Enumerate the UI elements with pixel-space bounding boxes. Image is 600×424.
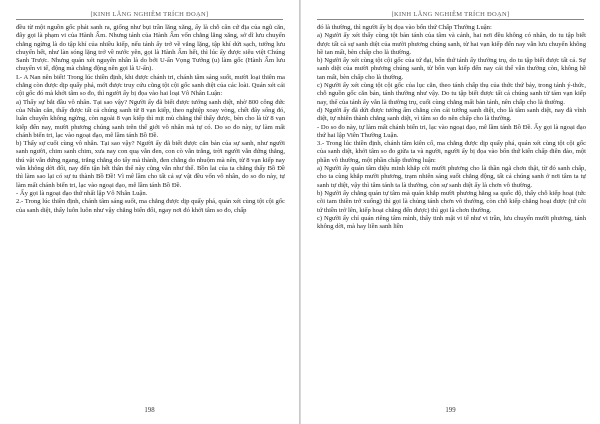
paragraph: 3.- Trong lúc thiền định, chánh tâm kiên cố, ma chẳng được dịp quấy phá, quán xét cùng tột cội gốc của sanh diệt, khởi tâm so đo giữa ta và người, người ấy bị đọa vào bốn thứ kiến chấp điên đảo, một phần vô thường, một phần chấp thường luận: [317, 140, 586, 164]
paragraph: I.- A Nan nên biết! Trong lúc thiền định, khi được chánh tri, chánh tâm sáng suốt, mười loại thiên ma chẳng còn được dịp quấy phá, mới được truy cứu cũng tột cội gốc sanh diệt của các loài. Quán xét cái cội gốc đó mà khởi tâm so đo, thì người ấy bị đọa vào hai loại Vô Nhân Luận: [16, 73, 285, 98]
paragraph: 2.- Trong lúc thiền định, chánh tâm sáng suốt, ma chẳng được dịp quấy phá, quán xét cùng tột cội gốc của sanh diệt, thấy luôn luôn như vậy chẳng biến đổi, ngay nơi đó khởi tâm so đo, chấp [16, 198, 285, 214]
running-header: [KINH LĂNG NGHIÊM TRÍCH ĐOẠN] [391, 11, 510, 18]
paragraph: b) Thấy sự cuối cùng vô nhân. Tại sao vậy? Người ấy đã biết được căn bản của sự sanh, như người sanh người, chim sanh chim, xưa nay con quạ vẫn đen, con cò vẫn trắng, trời người vẫn đứng thẳng, thú vật vẫn đứng ngang, trắng chẳng do tẩy mà thành, đen chẳng do nhuộm mà nên, từ 8 vạn kiếp nay vẫn không dời đổi, nay đến tận hết thân thể này cũng vẫn như thế. Bồn lai của ta chẳng thấy Bồ Đề thì làm sao lại có sự tu thành Bồ Đề! Vì mê lầm cho tất cả sự vật đều vốn vô nhân, do so đo này, tự làm mất chánh biến tri, lạc vào ngoại đạo, mê lầm tánh Bồ Đề. [16, 140, 285, 189]
paragraph: c) Người ấy xét cùng tột cội gốc của lục căn, theo tánh chấp thụ của thức thứ bảy, trong tánh ý-thức, chỗ nguồn gốc căn bản, tánh thường như vậy. Do tu tập biết được tất cả chúng sanh từ tám vạn kiếp nay, thể của tánh ấy vẫn là thường trụ, cuối cùng chẳng mất bản tánh, nên chấp cho là thường. [317, 82, 586, 106]
paragraph: b) Người ấy chẳng quán tự tâm mà quán khắp mười phương hằng sa quốc độ, thấy chỗ kiếp hoại (tức cõi tam thiền trở xuống) thì gọi là chủng tánh chơn vô thường, còn chỗ kiếp chẳng hoại được (tứ cõi tứ thiền trở lên, kiếp hoại chẳng đến được) thì gọi là chơn thường. [317, 189, 586, 214]
right-page [301, 0, 600, 424]
paragraph: b) Người ấy xét cùng tột cội gốc của tứ đại, bốn thứ tánh ấy thường trụ, do tu tập biết được tất cả. Sự sanh diệt của mười phương chúng sanh, từ bốn vạn kiếp đến nay cái thể vẫn thường còn, không hề tan mất, bèn chấp cho là thường. [317, 57, 586, 81]
header-rule [317, 19, 584, 20]
paragraph: đều từ một nguồn gốc phát sanh ra, giống như bụi trần lăng xăng, ấy là chỗ cân cứ địa của ngũ căn, đây gọi là phạm vi của Hành Ấm. Nhưng tánh của Hành Ấm vốn chẳng lăng xăng, sở dĩ lưu chuyển chẳng ngừng là do tập khí của nhiều kiếp, nếu tánh ấy trở về vắng lặng, tập khí dứt sạch, tướng lưu chuyển hết, như làn sóng lặng trở về nước yên, gọi là Hành Ấm hết, thì lúc ấy được siêu việt Chúng Sanh Trược. Nhưng quán xét nguyên nhân là do bởi U-ẩn Vọng Tưởng (u) làm gốc (Hành Ấm lưu chuyển vi tế, động mà chẳng động nên gọi là U-ẩn). [16, 24, 285, 73]
paragraph: a) Thấy sự bắt đầu vô nhân. Tại sao vậy? Người ấy đã biết được tướng sanh diệt, nhờ 800 công đức của Nhãn căn, thấy được tất cả chúng sanh từ 8 vạn kiếp, theo nghiệp xoay vòng, chết đây sống đó, luân chuyển không ngừng, còn ngoài 8 vạn kiếp thì mịt mù chẳng thể thấy được, bèn cho là từ 8 vạn kiếp đến nay, mười phương chúng sanh trên thế giới vô nhân mà tự có. Do so đo này, tự làm mất chánh biến tri, lạc vào ngoại đạo, mê lầm tánh Bồ Đề. [16, 98, 285, 139]
paragraph: a) Người ấy quán tâm diệu minh khắp cõi mười phương cho là thần ngã chơn thật, từ đó sanh chấp, cho ta cùng khắp mười phương, trạm nhiên sáng suốt chẳng động, tất cả chúng sanh ở nơi tâm ta tự sanh tự diệt, vậy thì tâm tánh ta là thường, còn sự sanh diệt ấy là chơn vô thường. [317, 165, 586, 189]
page-body [16, 24, 285, 400]
page-body [317, 24, 586, 400]
page-number: 199 [445, 407, 456, 414]
header-rule [16, 19, 283, 20]
page-number: 198 [144, 407, 155, 414]
paragraph: - Do so đo này, tự làm mất chánh biến tri, lạc vào ngoại đạo, mê lầm tánh Bồ Đề. Ấy gọi là ngoại đạo thứ hai lập Viên Thường Luận. [317, 123, 586, 139]
running-header: [KINH LĂNG NGHIÊM TRÍCH ĐOẠN] [90, 11, 209, 18]
paragraph: d) Người ấy đã dứt được tướng ấm chẳng còn cái tướng sanh diệt, cho là tâm sanh diệt, nay đã vĩnh diệt, tự nhiên thành chẳng sanh diệt, vì tâm so đo nên chấp cho là thường. [317, 106, 586, 123]
paragraph: đó là thường, thì người ấy bị đọa vào bốn thứ Chấp Thường Luận: [317, 24, 492, 31]
paragraph: c) Người ấy chỉ quán riêng tâm mình, thấy tinh mật vi tế như vi trần, lưu chuyển mười phương, tánh không dời, mà hay liền sanh liền [317, 214, 586, 231]
paragraph: - Ấy gọi là ngoại đạo thứ nhất lập Vô Nhân Luận. [16, 189, 148, 197]
paragraph: a) Người ấy xét thấy cùng tột bản tánh của tâm và cảnh, hai nơi đều không có nhân, do tu tập biết được tất cả sự sanh diệt của mười phương chúng sanh, từ hai vạn kiếp đến nay vẫn lưu chuyển không hề tan mất, bèn chấp cho là thường. [317, 32, 586, 56]
